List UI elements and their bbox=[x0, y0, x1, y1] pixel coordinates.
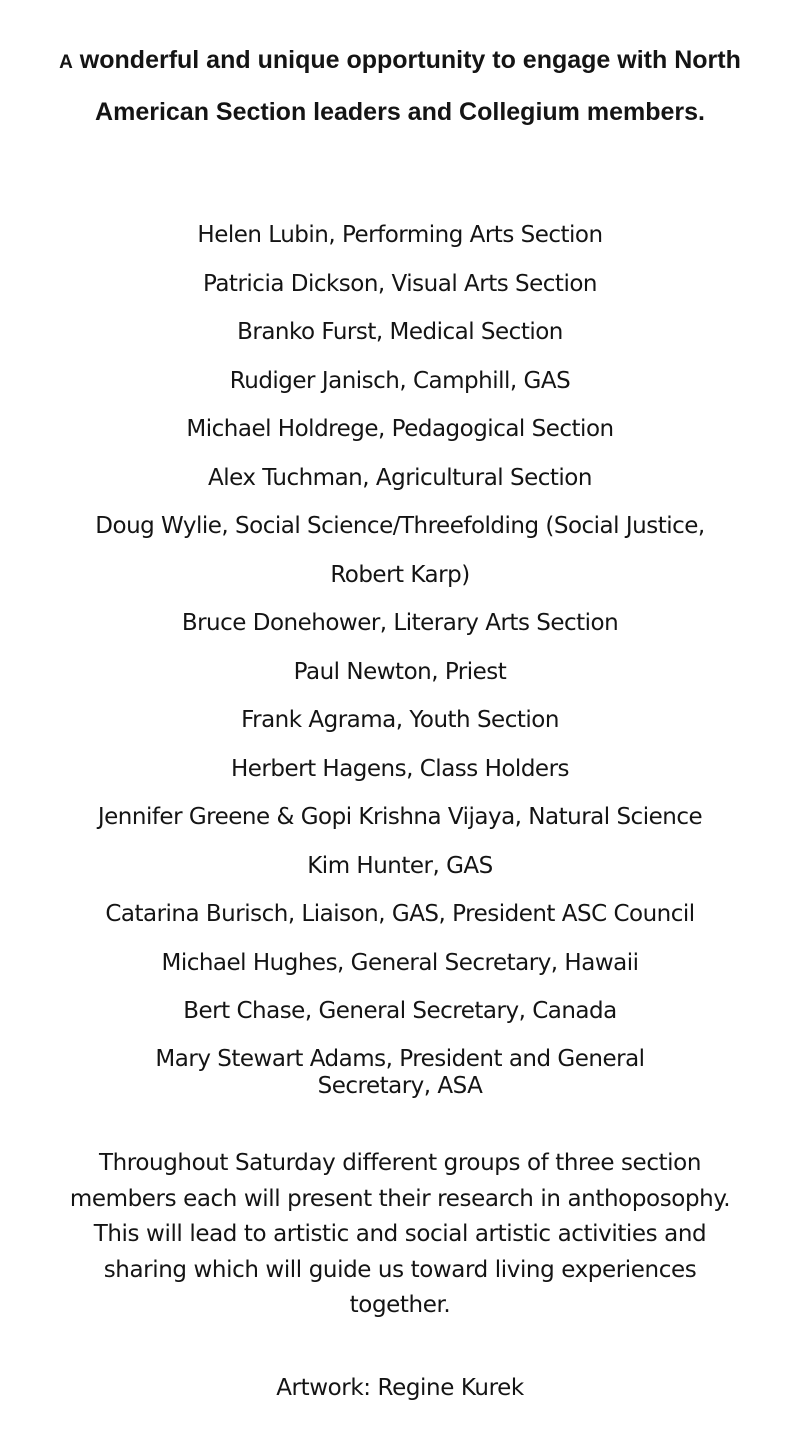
participant-item: Catarina Burisch, Liaison, GAS, President ASC Council bbox=[105, 901, 695, 927]
participant-item: Helen Lubin, Performing Arts Section bbox=[197, 222, 603, 248]
intro-lead-letter: A bbox=[59, 52, 73, 73]
intro-text: wonderful and unique opportunity to engage with North American Section leaders and Collegium members. bbox=[72, 46, 741, 126]
participant-item: Branko Furst, Medical Section bbox=[237, 319, 563, 345]
event-description: Throughout Saturday different groups of three section members each will present their research in anthoposophy. This will lead to artistic and social artistic activities and sharing which will guide us toward living experiences together. bbox=[69, 1150, 731, 1318]
participant-item: Bert Chase, General Secretary, Canada bbox=[183, 998, 617, 1024]
participant-item: Alex Tuchman, Agricultural Section bbox=[208, 464, 592, 491]
participant-item: Patricia Dickson, Visual Arts Section bbox=[203, 270, 597, 297]
participant-item: Michael Hughes, General Secretary, Hawaii bbox=[161, 949, 639, 976]
participant-item: Paul Newton, Priest bbox=[293, 658, 507, 685]
participant-item: Michael Holdrege, Pedagogical Section bbox=[186, 416, 614, 442]
artwork-credit: Artwork: Regine Kurek bbox=[276, 1375, 524, 1401]
participant-item: Bruce Donehower, Literary Arts Section bbox=[181, 610, 619, 636]
intro-heading bbox=[40, 36, 760, 136]
participant-item: Kim Hunter, GAS bbox=[307, 852, 493, 879]
participant-item: Mary Stewart Adams, President and General Secretary, ASA bbox=[155, 1045, 645, 1099]
participant-item: Frank Agrama, Youth Section bbox=[241, 707, 559, 733]
participant-item: Rudiger Janisch, Camphill, GAS bbox=[229, 367, 571, 394]
participant-list bbox=[30, 211, 770, 1100]
participant-item: Herbert Hagens, Class Holders bbox=[230, 755, 570, 782]
participant-item: Doug Wylie, Social Science/Threefolding (Social Justice, Robert Karp) bbox=[95, 513, 705, 588]
participant-item: Jennifer Greene & Gopi Krishna Vijaya, Natural Science bbox=[97, 804, 703, 830]
